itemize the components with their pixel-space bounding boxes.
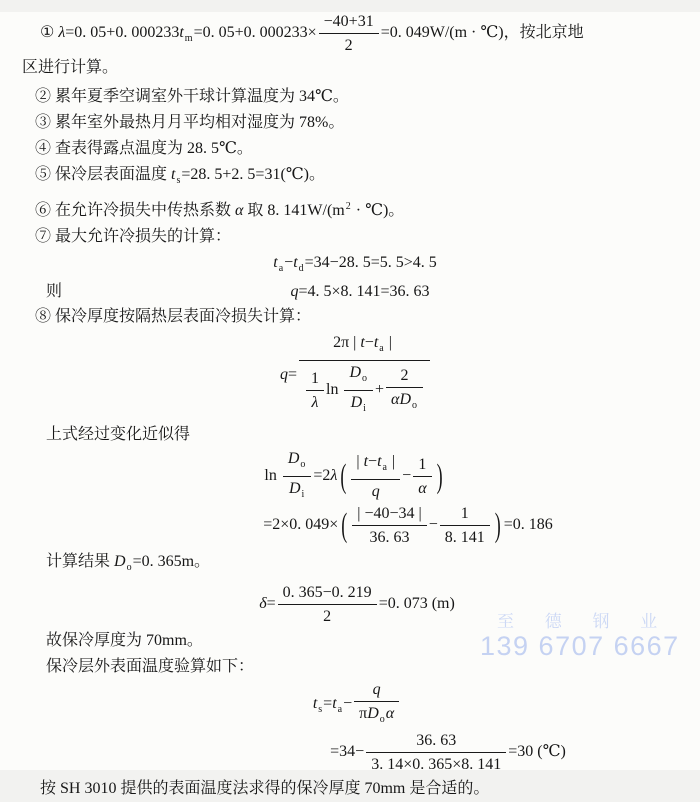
fraction-numerator	[440, 504, 490, 525]
fraction	[319, 12, 379, 55]
fraction-denominator	[354, 701, 399, 729]
text-run: δ	[259, 595, 267, 613]
eq-heat-loss-formula	[0, 333, 700, 418]
subscript: o	[126, 562, 132, 573]
subscript: i	[363, 403, 366, 414]
text-run: · ℃)。	[351, 202, 405, 219]
text-run: −40+31	[323, 13, 374, 30]
text-run: −	[364, 334, 374, 351]
text-run: −	[402, 467, 412, 485]
fraction-denominator	[283, 476, 312, 504]
text-run: =0. 05+0. 000233×	[193, 24, 317, 42]
text-run: 2	[400, 367, 409, 384]
big-paren: (	[340, 456, 347, 495]
text-run: 按 SH 3010 提供的表面温度法求得的保冷厚度 70mm 是合适的。	[40, 780, 490, 797]
subscript: s	[318, 704, 323, 716]
fraction-denominator	[299, 360, 430, 418]
text-run: t	[332, 695, 337, 713]
para-final-conclusion	[0, 776, 700, 802]
subscript: a	[278, 263, 284, 274]
subscript: a	[337, 704, 343, 716]
para-surface-check-intro	[0, 654, 700, 680]
equation	[264, 449, 445, 504]
text-run: t	[377, 453, 382, 470]
fraction	[413, 455, 431, 498]
fraction-numerator	[352, 504, 426, 525]
text-run: 区进行计算。	[22, 59, 119, 76]
eq-temp-difference	[0, 252, 700, 279]
fraction-denominator	[352, 525, 426, 547]
text-run: D	[367, 705, 379, 722]
fraction-numerator	[319, 12, 379, 33]
text-run: =28. 5+2. 5=31(℃)。	[181, 166, 326, 183]
text-run: 36. 63	[416, 732, 457, 749]
para-item-1-continuation	[0, 55, 700, 81]
text-run: ⑤ 保冷层表面温度	[35, 166, 172, 183]
text-run: ⑥ 在允许冷损失中传热系数	[35, 202, 236, 219]
subscript: o	[412, 400, 418, 411]
text-run: 计算结果	[46, 553, 115, 570]
fraction-denominator	[351, 479, 400, 501]
text-run: ln	[326, 381, 343, 399]
equation	[313, 680, 401, 729]
text-run: 0. 365−0. 219	[282, 584, 372, 601]
item-2	[0, 84, 700, 110]
text-run: t	[360, 334, 365, 351]
text-run: 上式经过变化近似得	[46, 426, 191, 443]
text-run: α	[235, 202, 244, 219]
text-run: ⑧ 保冷厚度按隔热层表面冷损失计算：	[35, 308, 312, 325]
fraction-denominator	[344, 390, 373, 418]
subscript: o	[379, 714, 385, 725]
equation	[273, 252, 436, 279]
text-run: =4. 5×8. 141=36. 63	[298, 283, 430, 300]
text-run: −	[368, 453, 378, 470]
superscript: 2	[345, 201, 351, 212]
text-run: λ	[311, 394, 319, 411]
text-run: −	[343, 695, 353, 713]
text-run: =0. 365m。	[132, 553, 211, 570]
item-5	[0, 162, 700, 194]
fraction-denominator	[278, 604, 377, 626]
equation-label: 则	[46, 282, 63, 300]
text-run: =2	[313, 467, 331, 485]
fraction	[306, 369, 324, 412]
text-run: =34−	[330, 743, 365, 761]
text-run: =	[266, 595, 276, 613]
text-run: 2	[344, 37, 353, 54]
fraction	[354, 680, 399, 729]
fraction-numerator	[354, 680, 399, 701]
watermark-company: 至 德 钢 业	[497, 612, 671, 631]
text-run: q	[279, 366, 288, 384]
fraction-denominator	[306, 390, 324, 412]
text-run: 保冷层外表面温度验算如下：	[46, 658, 255, 675]
item-8	[0, 304, 700, 330]
text-run: π	[359, 705, 368, 722]
text-run: D	[287, 450, 300, 467]
text-run: t	[293, 254, 298, 271]
text-run: |	[384, 334, 396, 351]
fraction	[352, 504, 426, 547]
equation	[259, 583, 455, 626]
eq-ln-numeric	[0, 504, 700, 547]
text-run: t	[273, 254, 278, 271]
text-run: t	[363, 453, 369, 470]
item-6	[0, 194, 700, 224]
text-run: α	[391, 391, 400, 408]
text-run: 36. 63	[369, 529, 410, 546]
text-run: 取 8. 141W/(m	[243, 202, 345, 219]
text-run: =34−28. 5=5. 5>4. 5	[304, 254, 437, 271]
item-3	[0, 110, 700, 136]
text-run: 1	[311, 370, 319, 387]
text-run: ①	[40, 24, 59, 42]
text-run: =0. 05+0. 000233	[65, 24, 180, 42]
text-run: ⑦ 最大允许冷损失的计算：	[35, 228, 232, 245]
text-run: | −40−34 |	[357, 505, 422, 522]
subscript: a	[379, 343, 384, 354]
fraction-denominator	[319, 33, 379, 55]
subscript: m	[184, 33, 193, 45]
text-run: =30 (℃)	[508, 743, 566, 761]
fraction	[440, 504, 490, 547]
fraction-numerator	[306, 369, 324, 390]
text-run: D	[349, 364, 362, 381]
fraction	[366, 731, 506, 774]
text-run: =0. 073 (m)	[378, 595, 455, 613]
text-run: −	[284, 254, 294, 271]
fraction-denominator	[440, 525, 490, 547]
text-run: t	[171, 166, 176, 183]
text-run: q	[372, 681, 381, 698]
para-transform-note	[0, 422, 700, 448]
fraction-denominator	[413, 476, 431, 498]
text-run: +	[375, 381, 385, 399]
text-run: q	[371, 483, 380, 500]
equation	[290, 281, 429, 302]
para-item-1-lambda	[0, 12, 700, 55]
text-run: ③ 累年室外最热月月平均相对湿度为 78%。	[35, 114, 345, 131]
text-run: D	[288, 480, 301, 497]
text-run: |	[356, 453, 364, 470]
fraction-numerator	[351, 452, 400, 479]
text-run: ② 累年夏季空调室外干球计算温度为 34℃。	[35, 88, 349, 105]
text-run: =0. 049W/(m · ℃)，按北京地	[380, 24, 584, 42]
text-run: =0. 186	[503, 516, 553, 534]
eq-ln-formula	[0, 449, 700, 504]
subscript: d	[298, 263, 304, 274]
big-paren: )	[436, 456, 443, 495]
text-run: 8. 141	[444, 529, 485, 546]
eq-max-loss	[0, 281, 700, 302]
fraction	[299, 333, 430, 418]
fraction	[278, 583, 377, 626]
item-7	[0, 224, 700, 250]
fraction-numerator	[386, 366, 423, 387]
eq-surface-temp-formula	[0, 680, 700, 729]
subscript: o	[300, 459, 306, 470]
text-run: t	[312, 695, 318, 713]
text-run: ④ 查表得露点温度为 28. 5℃。	[35, 140, 253, 157]
text-run: D	[350, 394, 363, 411]
fraction-numerator	[299, 333, 430, 360]
text-run: 2	[323, 608, 332, 625]
doc-body	[0, 12, 700, 802]
fraction	[283, 449, 312, 504]
item-4	[0, 136, 700, 162]
text-run: =	[323, 695, 333, 713]
fraction-denominator	[386, 387, 423, 415]
text-run: t	[179, 24, 184, 42]
subscript: a	[382, 462, 387, 473]
big-paren: (	[341, 505, 348, 544]
document-page	[0, 12, 700, 797]
text-run: α	[418, 480, 427, 497]
text-run: |	[387, 453, 396, 470]
big-paren: )	[494, 505, 501, 544]
text-run: −	[428, 516, 438, 534]
text-run: 2π |	[333, 334, 361, 351]
text-run: 故保冷厚度为 70mm。	[46, 632, 203, 649]
text-run: λ	[330, 467, 338, 485]
fraction-numerator	[413, 455, 431, 476]
text-run: q	[290, 283, 299, 300]
text-run: t	[373, 334, 379, 351]
para-thickness-conclusion	[0, 628, 700, 654]
para-result-do	[0, 549, 700, 581]
equation	[280, 333, 432, 418]
eq-surface-temp-numeric	[0, 731, 700, 774]
fraction-numerator	[366, 731, 506, 752]
text-run: 1	[460, 505, 469, 522]
text-run: λ	[58, 24, 66, 42]
text-run: ln	[264, 467, 281, 485]
fraction-denominator	[366, 752, 506, 774]
equation	[263, 504, 553, 547]
eq-delta	[0, 583, 700, 626]
subscript: s	[176, 175, 181, 186]
fraction	[386, 366, 423, 415]
subscript: o	[362, 373, 368, 384]
fraction-numerator	[283, 449, 312, 476]
fraction	[351, 452, 400, 501]
fraction	[344, 363, 373, 418]
equation	[330, 731, 566, 774]
watermark-phone: 139 6707 6667	[480, 631, 680, 661]
text-run: D	[399, 391, 412, 408]
text-run: =2×0. 049×	[263, 516, 339, 534]
subscript: i	[301, 489, 305, 500]
fraction-numerator	[278, 583, 377, 604]
text-run: =	[287, 366, 297, 384]
text-run: 3. 14×0. 365×8. 141	[371, 756, 502, 773]
text-run: α	[385, 705, 395, 722]
text-run: 1	[418, 456, 427, 473]
text-run: D	[114, 553, 126, 570]
fraction-numerator	[344, 363, 373, 390]
